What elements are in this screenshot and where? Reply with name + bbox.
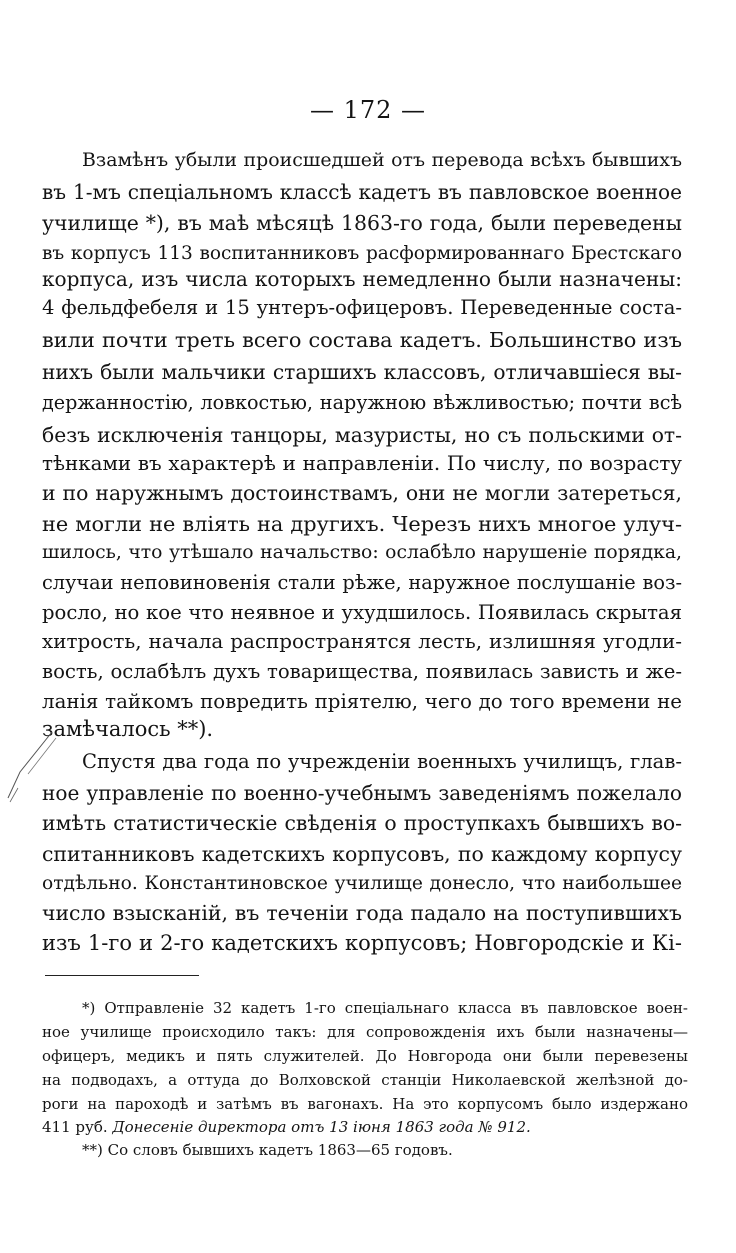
footnote-separator	[45, 975, 199, 976]
footnote-line	[42, 1115, 688, 1139]
text-line: изъ 1-го и 2-го кадетскихъ корпусовъ; Новгородскіе и Кі-	[42, 931, 682, 955]
text-line: отдѣльно. Константиновское училище донесло, что наибольшее	[42, 873, 682, 894]
footnote-line: ное училище происходило такъ: для сопровожденія ихъ были назначены—	[42, 1023, 688, 1041]
text-line: корпуса, изъ числа которыхъ немедленно были назначены:	[42, 267, 682, 291]
text-line: росло, но кое что неявное и ухудшилось. Появилась скрытая	[42, 601, 682, 624]
text-line: ланія тайкомъ повредить пріятелю, чего до того времени не	[42, 690, 682, 713]
text-line: случаи неповиновенія стали рѣже, наружное послушаніе воз-	[42, 571, 682, 594]
text-line: Взамѣнъ убыли происшедшей отъ перевода всѣхъ бывшихъ	[82, 149, 682, 171]
text-line: въ корпусъ 113 воспитанниковъ расформированнаго Брестскаго	[42, 243, 682, 264]
text-line: ное управленіе по военно-учебнымъ заведеніямъ пожелало	[42, 781, 682, 805]
text-line: и по наружнымъ достоинствамъ, они не могли затереться,	[42, 481, 682, 505]
footnote-line: офицеръ, медикъ и пять служителей. До Новгорода они были перевезены	[42, 1047, 688, 1065]
text-line: безъ исключенія танцоры, мазуристы, но съ польскими от-	[42, 423, 682, 447]
footnote-amount: 411 руб.	[42, 1118, 108, 1136]
text-line: шилось, что утѣшало начальство: ослабѣло нарушеніе порядка,	[42, 542, 682, 563]
text-line: тѣнками въ характерѣ и направленіи. По числу, по возрасту	[42, 452, 682, 475]
margin-pen-mark	[0, 728, 60, 808]
text-line: спитанниковъ кадетскихъ корпусовъ, по каждому корпусу	[42, 842, 682, 866]
footnote-line: **) Со словъ бывшихъ кадетъ 1863—65 годовъ.	[82, 1141, 453, 1159]
footnote-source-citation: Донесеніе директора отъ 13 іюня 1863 года № 912.	[112, 1118, 531, 1136]
footnote-line: на подводахъ, а оттуда до Волховской станціи Николаевской желѣзной до-	[42, 1071, 688, 1089]
text-line: 4 фельдфебеля и 15 унтеръ-офицеровъ. Переведенные соста-	[42, 296, 682, 319]
text-line: нихъ были мальчики старшихъ классовъ, отличавшіеся вы-	[42, 360, 682, 384]
text-line: вость, ослабѣлъ духъ товарищества, появилась зависть и же-	[42, 660, 682, 683]
footnote-line: *) Отправленіе 32 кадетъ 1-го спеціальнаго класса въ павловское воен-	[82, 999, 688, 1017]
text-line: имѣть статистическіе свѣденія о проступкахъ бывшихъ во-	[42, 811, 682, 835]
text-line: училище *), въ маѣ мѣсяцѣ 1863-го года, были переведены	[42, 211, 682, 235]
text-line: число взысканій, въ теченіи года падало на поступившихъ	[42, 901, 682, 925]
text-line: Спустя два года по учрежденіи военныхъ училищъ, глав-	[82, 750, 682, 773]
text-line: не могли не вліять на другихъ. Черезъ нихъ многое улуч-	[42, 512, 682, 536]
page-number: — 172 —	[309, 96, 427, 124]
text-line: хитрость, начала распространятся лесть, излишняя угодли-	[42, 630, 682, 653]
text-line: замѣчалось **).	[42, 717, 214, 741]
footnote-line: роги на пароходѣ и затѣмъ въ вагонахъ. На это корпусомъ было издержано	[42, 1095, 688, 1113]
text-line: вили почти треть всего состава кадетъ. Большинство изъ	[42, 328, 682, 352]
text-line: держанностію, ловкостью, наружною вѣжливостью; почти всѣ	[42, 391, 682, 414]
text-line: въ 1-мъ спеціальномъ классѣ кадетъ въ павловское военное	[42, 180, 682, 204]
